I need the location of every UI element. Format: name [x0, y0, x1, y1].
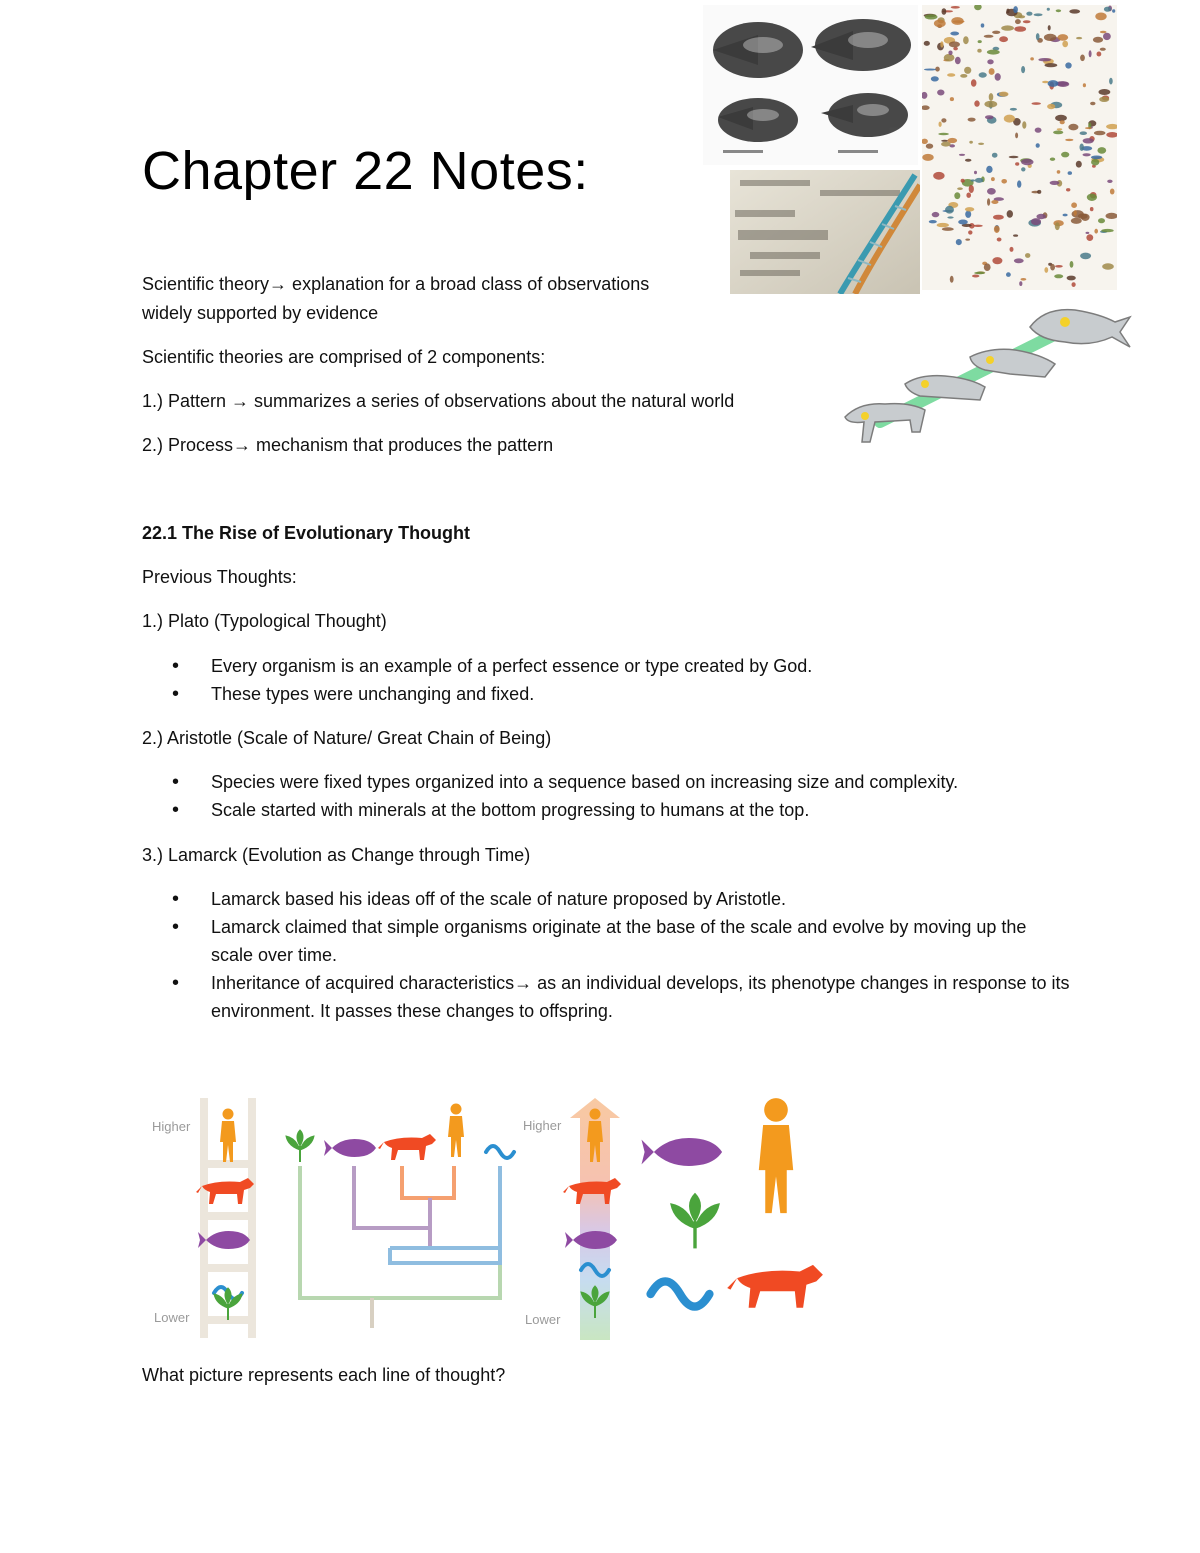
question-text: What picture represents each line of thought? — [142, 1365, 506, 1385]
arrow-higher-label: Higher — [523, 1118, 562, 1133]
process-item: 2.) Process→ mechanism that produces the pattern — [142, 435, 554, 455]
lamarck-bullets — [142, 885, 1071, 1025]
lamarck-arrow-scale — [563, 1098, 621, 1340]
ladder-lower-label: Lower — [154, 1310, 190, 1325]
typological-scattered — [642, 1098, 823, 1308]
dog-icon — [378, 1134, 436, 1160]
person-icon — [759, 1098, 793, 1213]
fish-icon — [565, 1231, 617, 1249]
previous-thoughts-label: Previous Thoughts: — [142, 567, 297, 587]
ladder-higher-label: Higher — [152, 1119, 191, 1134]
components-statement: Scientific theories are comprised of 2 components: — [142, 347, 546, 367]
person-icon — [448, 1104, 464, 1158]
worm-icon — [651, 1281, 710, 1306]
fish-icon — [642, 1138, 723, 1166]
pattern-item: 1.) Pattern → summarizes a series of observations about the natural world — [142, 391, 735, 411]
list-item: • These types were unchanging and fixed. — [142, 680, 1071, 708]
aristotle-heading: 2.) Aristotle (Scale of Nature/ Great Chain of Being) — [142, 728, 552, 748]
list-item: • Scale started with minerals at the bottom progressing to humans at the top. — [142, 796, 1071, 824]
plato-heading: 1.) Plato (Typological Thought) — [142, 611, 387, 631]
tree-of-life-image — [922, 5, 1117, 290]
models-of-thought-figure — [140, 1088, 840, 1343]
list-item: • Every organism is an example of a perfect essence or type created by God. — [142, 652, 1071, 680]
theory-definition-line2: widely supported by evidence — [142, 303, 379, 323]
scale-of-nature-ladder — [196, 1098, 256, 1338]
lamarck-heading: 3.) Lamarck (Evolution as Change through Time) — [142, 845, 531, 865]
section-heading: 22.1 The Rise of Evolutionary Thought — [142, 523, 471, 543]
plant-icon — [671, 1194, 719, 1248]
finch-beaks-image — [703, 5, 918, 165]
arrow-lower-label: Lower — [525, 1312, 561, 1327]
list-item: • Lamarck based his ideas off of the scale of nature proposed by Aristotle. — [142, 885, 1071, 913]
worm-icon — [486, 1146, 514, 1158]
plato-bullets — [142, 652, 1071, 708]
tree-of-life-diagram — [300, 1166, 500, 1328]
theory-definition-line1: Scientific theory→ explanation for a broad class of observations — [142, 274, 650, 294]
evolution-dna-image — [730, 170, 920, 294]
aristotle-bullets — [142, 768, 1071, 824]
fish-icon — [324, 1139, 376, 1157]
person-icon — [220, 1109, 236, 1163]
plant-icon — [214, 1288, 242, 1320]
plant-icon — [286, 1130, 314, 1162]
list-item: • Lamarck claimed that simple organisms originate at the base of the scale and evolve by moving up the scale over time. — [142, 913, 1071, 969]
whale-evolution-image — [840, 292, 1135, 454]
dog-icon — [727, 1265, 823, 1308]
list-item: • Inheritance of acquired characteristics→ as an individual develops, its phenotype changes in response to its environment. It passes these changes to offspring. — [142, 969, 1071, 1025]
page-title: Chapter 22 Notes: — [142, 141, 589, 201]
list-item: • Species were fixed types organized into a sequence based on increasing size and complexity. — [142, 768, 1071, 796]
